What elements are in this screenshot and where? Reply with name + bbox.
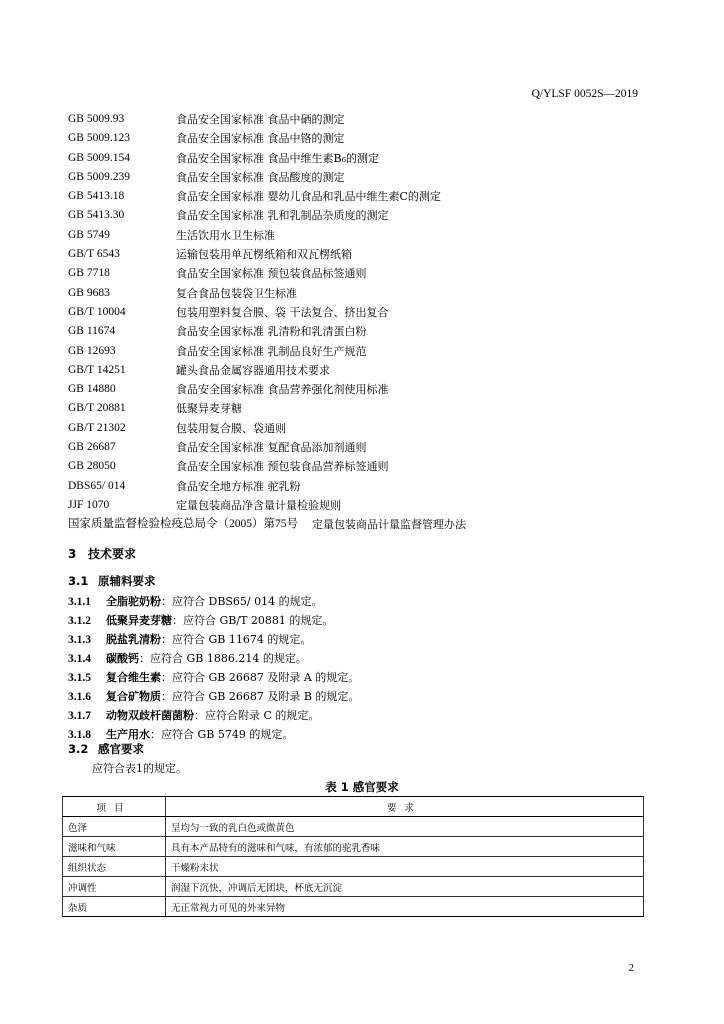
- item-name: 低聚异麦芽糖: [106, 614, 172, 627]
- item-cell: 杂质: [63, 897, 166, 917]
- table-row: [63, 877, 644, 897]
- section-3-heading: [68, 545, 136, 562]
- reference-row: [68, 187, 668, 206]
- reference-row: [68, 206, 668, 225]
- reference-title: 食品安全国家标准 预包装食品标签通则: [176, 267, 367, 281]
- item-number: 3.1.4: [68, 653, 91, 665]
- requirement-item: [68, 611, 668, 630]
- reference-row: [68, 477, 668, 496]
- item-text: ：应符合 GB/T 20881 的规定。: [172, 614, 334, 627]
- item-name: 复合维生素: [106, 671, 161, 684]
- reference-title: 食品安全国家标准 乳清粉和乳清蛋白粉: [176, 325, 367, 339]
- requirement-item: [68, 592, 668, 611]
- item-number: 3.1.8: [68, 729, 91, 741]
- item-name: 碳酸钙: [106, 652, 139, 665]
- reference-code: GB 5009.239: [68, 170, 130, 183]
- item-name: 生产用水: [106, 728, 150, 741]
- reference-code: GB 26687: [68, 441, 116, 454]
- item-text: ：应符合 GB 5749 的规定。: [150, 728, 294, 741]
- reference-row: [68, 149, 668, 168]
- item-cell: 滋味和气味: [63, 837, 166, 857]
- requirement-cell: 润湿下沉快，冲调后无团块，杯底无沉淀: [166, 877, 644, 897]
- reference-row: [68, 226, 668, 245]
- reference-row-order: [68, 515, 668, 534]
- item-number: 3.1.6: [68, 691, 91, 703]
- normative-references-list: [68, 110, 668, 535]
- reference-row: [68, 457, 668, 476]
- reference-row: [68, 419, 668, 438]
- item-number: 3.1.5: [68, 672, 91, 684]
- requirement-cell: 呈均匀一致的乳白色或微黄色: [166, 817, 644, 837]
- item-cell: 组织状态: [63, 857, 166, 877]
- item-name: 全脂驼奶粉: [106, 595, 161, 608]
- reference-code: DBS65/ 014: [68, 479, 126, 492]
- reference-code: GB 5749: [68, 228, 110, 241]
- reference-row: [68, 264, 668, 283]
- reference-title: 包装用复合膜、袋通则: [176, 421, 286, 435]
- table-row: [63, 837, 644, 857]
- reference-code: GB 11674: [68, 325, 116, 338]
- reference-row: [68, 322, 668, 341]
- reference-code: GB 14880: [68, 383, 116, 396]
- reference-row: [68, 496, 668, 515]
- order-code: 国家质量监督检验检疫总局令（2005）第75号: [68, 518, 298, 531]
- reference-code: GB/T 20881: [68, 402, 126, 415]
- table-row: [63, 817, 644, 837]
- item-text: ：应符合附录 C 的规定。: [194, 709, 320, 722]
- table-header-row: [63, 797, 644, 817]
- item-text: ：应符合 GB 26687 及附录 A 的规定。: [161, 671, 360, 684]
- subsection-number: 3.1: [68, 574, 89, 588]
- reference-title: 低聚异麦芽糖: [176, 402, 242, 416]
- reference-title: 运输包装用单瓦楞纸箱和双瓦楞纸箱: [176, 248, 352, 262]
- reference-code: GB 12693: [68, 344, 116, 357]
- reference-row: [68, 342, 668, 361]
- reference-title: 食品安全国家标准 食品营养强化剂使用标准: [176, 383, 389, 397]
- item-name: 脱盐乳清粉: [106, 633, 161, 646]
- requirement-item: [68, 706, 668, 725]
- reference-row: [68, 168, 668, 187]
- page-number: 2: [628, 962, 634, 974]
- requirement-cell: 干燥粉末状: [166, 857, 644, 877]
- reference-code: GB/T 21302: [68, 421, 126, 434]
- item-cell: 冲调性: [63, 877, 166, 897]
- section-title: 技术要求: [88, 547, 137, 561]
- subsection-3-2-heading: [68, 741, 144, 757]
- raw-material-requirements: [68, 592, 668, 744]
- reference-title: 食品安全国家标准 食品酸度的测定: [176, 170, 345, 184]
- reference-code: GB 9683: [68, 286, 110, 299]
- reference-title: 罐头食品金属容器通用技术要求: [176, 363, 330, 377]
- document-code: Q/YLSF 0052S—2019: [531, 88, 638, 100]
- reference-row: [68, 438, 668, 457]
- item-text: ：应符合 DBS65/ 014 的规定。: [161, 595, 323, 608]
- reference-code: GB 5009.93: [68, 113, 125, 125]
- reference-code: JJF 1070: [68, 498, 110, 511]
- sensory-paragraph: 应符合表1的规定。: [92, 762, 187, 775]
- item-cell: 色泽: [63, 817, 166, 837]
- item-name: 动物双歧杆菌菌粉: [106, 709, 194, 722]
- table-row: [63, 857, 644, 877]
- item-number: 3.1.3: [68, 634, 91, 646]
- reference-title: 食品安全国家标准 预包装食品营养标签通则: [176, 460, 389, 474]
- reference-row: [68, 110, 668, 129]
- requirement-item: [68, 649, 668, 668]
- reference-code: GB 5009.154: [68, 151, 130, 164]
- subsection-3-1-heading: [68, 573, 156, 589]
- reference-title: 定量包装商品净含量计量检验规则: [176, 498, 341, 512]
- subsection-number: 3.2: [68, 742, 89, 756]
- table-row: [63, 897, 644, 917]
- sensory-requirements-table: [62, 796, 644, 917]
- item-text: ：应符合 GB 1886.214 的规定。: [139, 652, 307, 665]
- requirement-item: [68, 668, 668, 687]
- requirement-cell: 无正常视力可见的外来异物: [166, 897, 644, 917]
- reference-row: [68, 284, 668, 303]
- subsection-title: 原辅料要求: [98, 574, 156, 588]
- reference-title: 食品安全国家标准 婴幼儿食品和乳品中维生素C的测定: [176, 190, 441, 204]
- reference-row: [68, 361, 668, 380]
- requirement-item: [68, 725, 668, 744]
- section-number: 3: [68, 547, 77, 561]
- reference-title: 生活饮用水卫生标准: [176, 228, 275, 242]
- item-number: 3.1.2: [68, 615, 91, 627]
- reference-title: 食品安全地方标准 驼乳粉: [176, 479, 301, 493]
- item-text: ：应符合 GB 11674 的规定。: [161, 633, 312, 646]
- reference-row: [68, 129, 668, 148]
- item-name: 复合矿物质: [106, 690, 161, 703]
- table-caption: 表 1 感官要求: [325, 780, 399, 794]
- header-item: 项目: [63, 797, 166, 817]
- reference-code: GB 7718: [68, 267, 110, 280]
- reference-code: GB 5413.18: [68, 190, 125, 203]
- reference-title: 食品安全国家标准 食品中维生素B₆的测定: [176, 151, 379, 165]
- order-title: 定量包装商品计量监督管理办法: [312, 518, 466, 532]
- reference-row: [68, 303, 668, 322]
- reference-code: GB/T 10004: [68, 305, 126, 318]
- reference-code: GB/T 6543: [68, 248, 120, 261]
- header-requirement: 要求: [166, 797, 644, 817]
- requirement-cell: 具有本产品特有的滋味和气味，有浓郁的驼乳香味: [166, 837, 644, 857]
- reference-code: GB 5009.123: [68, 132, 130, 145]
- requirement-item: [68, 687, 668, 706]
- reference-title: 食品安全国家标准 食品中铬的测定: [176, 132, 345, 146]
- reference-title: 食品安全国家标准 乳制品良好生产规范: [176, 344, 367, 358]
- requirement-item: [68, 630, 668, 649]
- reference-code: GB 5413.30: [68, 209, 125, 222]
- reference-title: 食品安全国家标准 乳和乳制品杂质度的测定: [176, 209, 389, 223]
- item-number: 3.1.1: [68, 596, 91, 608]
- subsection-title: 感官要求: [98, 742, 144, 756]
- reference-title: 食品安全国家标准 食品中硒的测定: [176, 113, 345, 126]
- reference-row: [68, 380, 668, 399]
- reference-row: [68, 399, 668, 418]
- reference-code: GB/T 14251: [68, 363, 126, 376]
- reference-title: 复合食品包装袋卫生标准: [176, 286, 297, 300]
- reference-code: GB 28050: [68, 460, 116, 473]
- reference-row: [68, 245, 668, 264]
- reference-title: 包装用塑料复合膜、袋 干法复合、挤出复合: [176, 305, 389, 319]
- item-text: ：应符合 GB 26687 及附录 B 的规定。: [161, 690, 360, 703]
- item-number: 3.1.7: [68, 710, 91, 722]
- reference-title: 食品安全国家标准 复配食品添加剂通则: [176, 441, 367, 455]
